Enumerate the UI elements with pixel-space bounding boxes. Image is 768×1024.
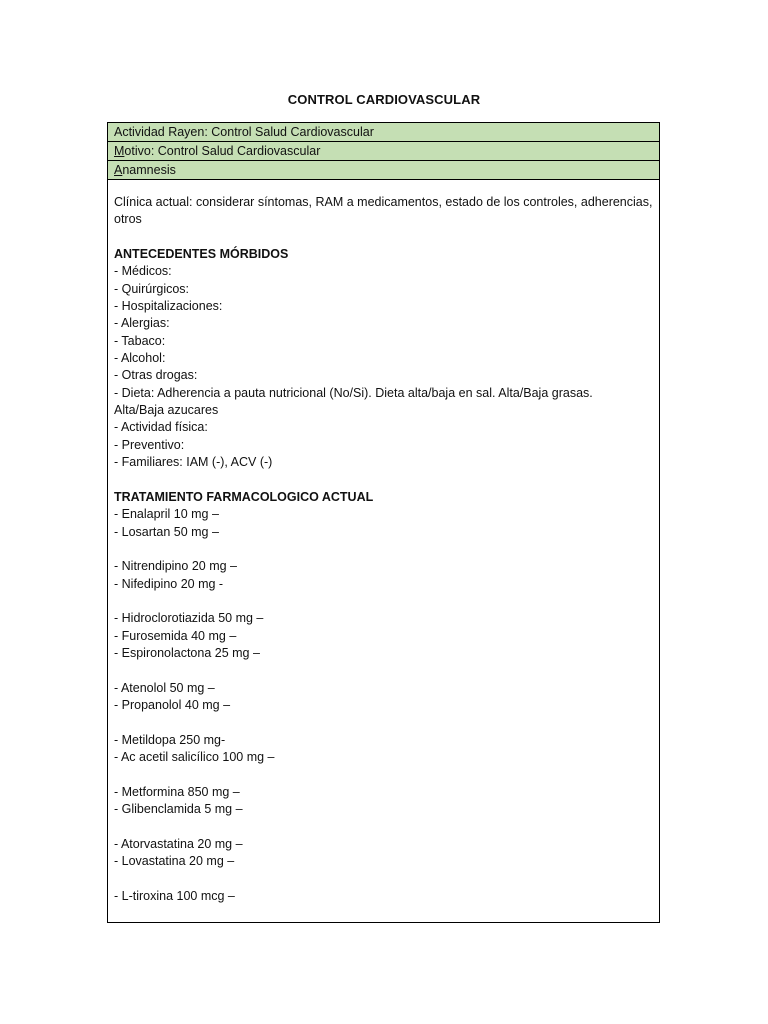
antecedentes-heading: ANTECEDENTES MÓRBIDOS (114, 247, 289, 262)
antecedente-preventivo: - Preventivo: (114, 437, 185, 452)
clinica-actual: Clínica actual: considerar síntomas, RAM a medicamentos, estado de los controles, adherencias, otros (114, 195, 653, 227)
form-body (108, 180, 659, 905)
med-atorvastatina: - Atorvastatina 20 mg – (114, 836, 243, 851)
antecedente-medicos: - Médicos: (114, 264, 172, 279)
med-nitrendipino: - Nitrendipino 20 mg – (114, 559, 237, 574)
med-metformina: - Metformina 850 mg – (114, 784, 240, 799)
med-l-tiroxina: - L-tiroxina 100 mcg – (114, 888, 235, 903)
actividad-row: Actividad Rayen: Control Salud Cardiovascular (108, 123, 659, 142)
antecedente-dieta-cont: Alta/Baja azucares (114, 403, 219, 418)
antecedente-tabaco: - Tabaco: (114, 333, 166, 348)
motivo-text: otivo: Control Salud Cardiovascular (124, 144, 321, 158)
spacer (114, 870, 653, 887)
anamnesis-row (108, 161, 659, 180)
spacer (114, 766, 653, 783)
motivo-initial: M (114, 144, 125, 158)
antecedente-alcohol: - Alcohol: (114, 351, 166, 366)
med-enalapril: - Enalapril 10 mg – (114, 507, 219, 522)
med-metildopa: - Metildopa 250 mg- (114, 732, 226, 747)
med-hidroclorotiazida: - Hidroclorotiazida 50 mg – (114, 611, 264, 626)
page-title: CONTROL CARDIOVASCULAR (287, 92, 481, 107)
anamnesis-initial: A (114, 163, 123, 177)
spacer (114, 229, 653, 246)
antecedente-otras-drogas: - Otras drogas: (114, 368, 198, 383)
motivo-row (108, 142, 659, 161)
med-ac-acetil-salicilico: - Ac acetil salicílico 100 mg – (114, 750, 275, 764)
med-nifedipino: - Nifedipino 20 mg - (114, 576, 224, 591)
med-furosemida: - Furosemida 40 mg – (114, 628, 237, 643)
med-glibenclamida: - Glibenclamida 5 mg – (114, 802, 243, 817)
med-propanolol: - Propanolol 40 mg – (114, 697, 231, 712)
spacer (114, 593, 653, 610)
anamnesis-text: namnesis (122, 163, 176, 177)
spacer (114, 714, 653, 731)
med-espironolactona: - Espironolactona 25 mg – (114, 645, 260, 660)
antecedente-dieta: - Dieta: Adherencia a pauta nutricional (No/Si). Dieta alta/baja en sal. Alta/Baja grasas. (114, 385, 593, 400)
antecedente-actividad-fisica: - Actividad física: (114, 420, 208, 435)
spacer (114, 541, 653, 558)
med-atenolol: - Atenolol 50 mg – (114, 680, 215, 695)
antecedente-alergias: - Alergias: (114, 316, 170, 331)
spacer (114, 818, 653, 835)
tratamiento-heading: TRATAMIENTO FARMACOLOGICO ACTUAL (114, 489, 374, 504)
med-losartan: - Losartan 50 mg – (114, 524, 219, 539)
antecedente-familiares: - Familiares: IAM (-), ACV (-) (114, 455, 273, 470)
control-form (107, 122, 660, 923)
spacer (114, 662, 653, 679)
antecedente-hospitalizaciones: - Hospitalizaciones: (114, 299, 223, 314)
med-lovastatina: - Lovastatina 20 mg – (114, 854, 235, 869)
antecedente-quirurgicos: - Quirúrgicos: (114, 281, 190, 296)
spacer (114, 472, 653, 489)
